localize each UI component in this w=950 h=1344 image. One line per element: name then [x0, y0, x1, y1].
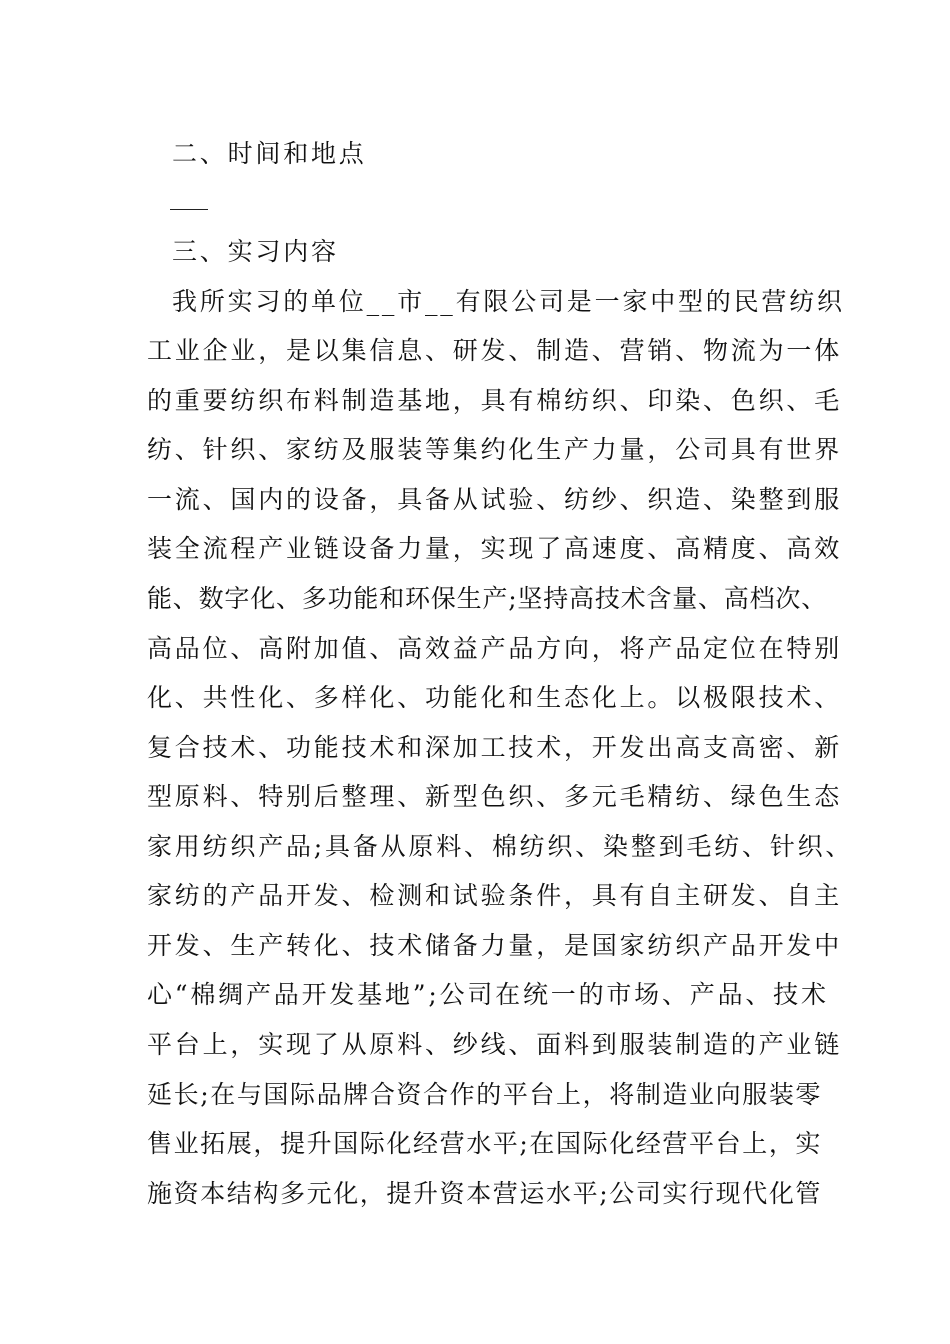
- paragraph-line: 售业拓展，提升国际化经营水平;在国际化经营平台上，实: [147, 1129, 823, 1158]
- blank-rule: [170, 209, 208, 210]
- paragraph-line: 延长;在与国际品牌合资合作的平台上，将制造业向服装零: [147, 1080, 823, 1109]
- paragraph-line: 平台上，实现了从原料、纱线、面料到服装制造的产业链: [147, 1030, 843, 1059]
- paragraph-line: 施资本结构多元化，提升资本营运水平;公司实行现代化管: [147, 1179, 823, 1208]
- paragraph-line: 纺、针织、家纺及服装等集约化生产力量，公司具有世界: [147, 435, 843, 464]
- paragraph-line: 装全流程产业链设备力量，实现了高速度、高精度、高效: [147, 534, 843, 563]
- heading-internship-content: 三、实习内容: [172, 237, 339, 266]
- paragraph-line: 一流、国内的设备，具备从试验、纺纱、织造、染整到服: [147, 485, 843, 514]
- paragraph-line: 能、数字化、多功能和环保生产;坚持高技术含量、高档次、: [147, 584, 828, 613]
- paragraph-line: 的重要纺织布料制造基地，具有棉纺织、印染、色织、毛: [147, 386, 843, 415]
- paragraph-line: 家纺的产品开发、检测和试验条件，具有自主研发、自主: [147, 881, 843, 910]
- paragraph-line: 心“棉绸产品开发基地”;公司在统一的市场、产品、技术: [147, 980, 829, 1009]
- paragraph-line: 我所实习的单位__市__有限公司是一家中型的民营纺织: [172, 287, 845, 316]
- paragraph-line: 高品位、高附加值、高效益产品方向，将产品定位在特别: [147, 634, 843, 663]
- paragraph-line: 家用纺织产品;具备从原料、棉纺织、染整到毛纺、针织、: [147, 832, 854, 861]
- paragraph-line: 化、共性化、多样化、功能化和生态化上。以极限技术、: [147, 683, 843, 712]
- paragraph-line: 复合技术、功能技术和深加工技术，开发出高支高密、新: [147, 733, 843, 762]
- heading-time-place: 二、时间和地点: [172, 139, 367, 168]
- paragraph-line: 型原料、特别后整理、新型色织、多元毛精纺、绿色生态: [147, 782, 843, 811]
- paragraph-line: 工业企业，是以集信息、研发、制造、营销、物流为一体: [147, 336, 843, 365]
- paragraph-line: 开发、生产转化、技术储备力量，是国家纺织产品开发中: [147, 931, 843, 960]
